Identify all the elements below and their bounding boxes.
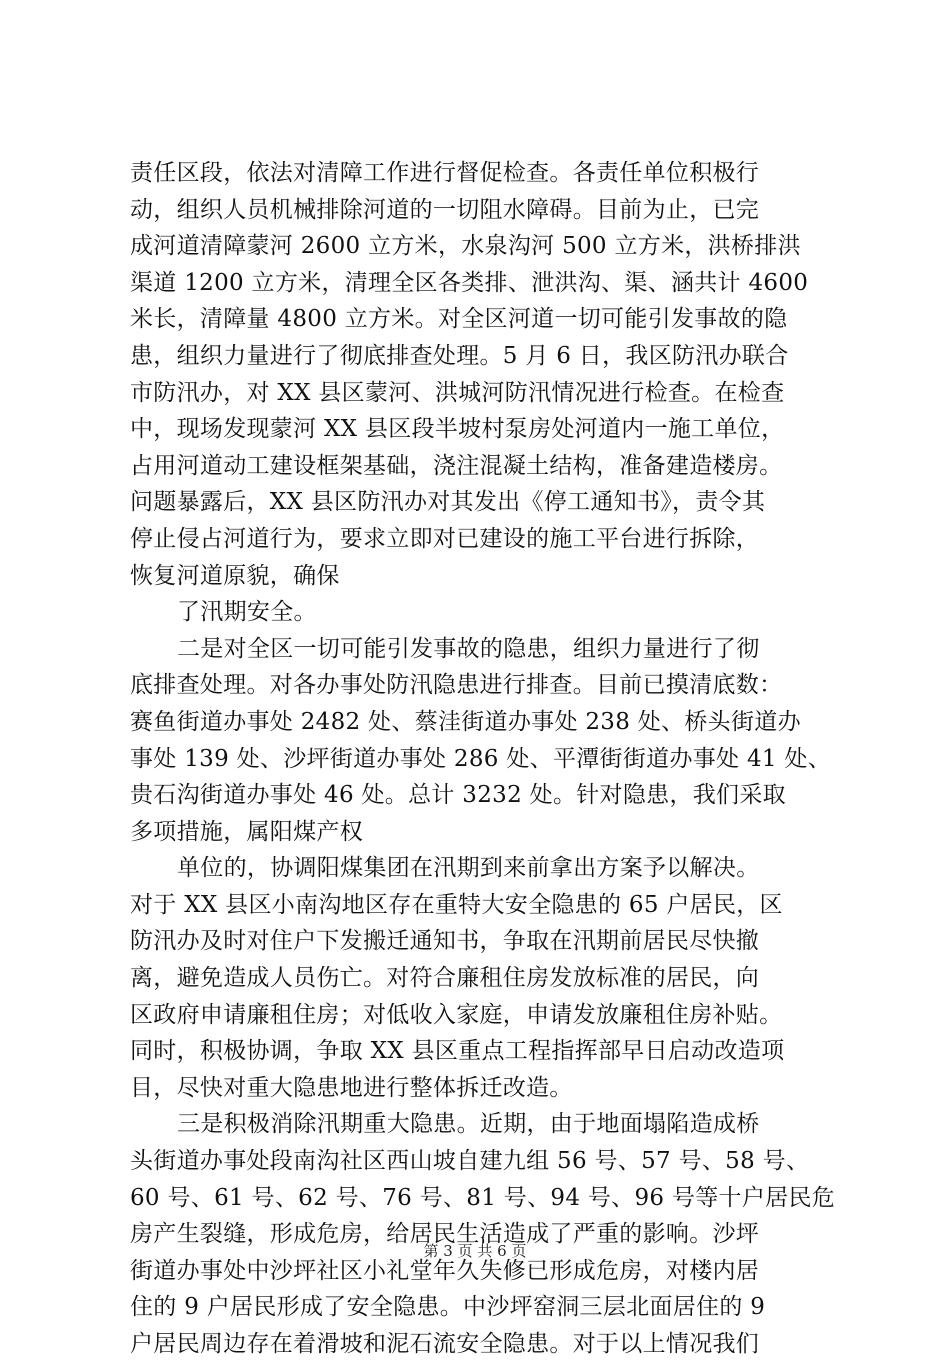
- text-line: 头街道办事处段南沟社区西山坡自建九组 56 号、57 号、58 号、: [130, 1148, 810, 1175]
- text-line: 米长，清障量 4800 立方米。对全区河道一切可能引发事故的隐: [130, 306, 788, 333]
- text-line: 患，组织力量进行了彻底排查处理。5 月 6 日，我区防汛办联合: [130, 342, 789, 369]
- text-line: 市防汛办，对 XX 县区蒙河、洪城河防汛情况进行检查。在检查: [130, 379, 785, 406]
- text-line: 贵石沟街道办事处 46 处。总计 3232 处。针对隐患，我们采取: [130, 782, 786, 809]
- text-line: 恢复河道原貌，确保: [130, 562, 340, 589]
- text-line: 责任区段，依法对清障工作进行督促检查。各责任单位积极行: [130, 160, 760, 186]
- text-line: 问题暴露后，XX 县区防汛办对其发出《停工通知书》，责令其: [130, 489, 766, 516]
- text-line: 多项措施，属阳煤产权: [130, 818, 363, 845]
- text-line: 同时，积极协调，争取 XX 县区重点工程指挥部早日启动改造项: [130, 1038, 785, 1065]
- text-line: 了汛期安全。: [177, 599, 317, 626]
- text-line: 住的 9 户居民形成了安全隐患。中沙坪窑洞三层北面居住的 9: [130, 1294, 766, 1321]
- paragraph-start: 二是对全区一切可能引发事故的隐患，组织力量进行了彻: [177, 635, 760, 662]
- text-line: 占用河道动工建设框架基础，浇注混凝土结构，准备建造楼房。: [130, 452, 783, 479]
- page-number-footer: 第 3 页 共 6 页: [423, 1242, 527, 1260]
- text-line: 离，避免造成人员伤亡。对符合廉租住房发放标准的居民，向: [130, 965, 760, 992]
- text-line: 赛鱼街道办事处 2482 处、蔡洼街道办事处 238 处、桥头街道办: [130, 708, 801, 735]
- text-line: 防汛办及时对住户下发搬迁通知书，争取在汛期前居民尽快撤: [130, 928, 760, 955]
- text-line: 目，尽快对重大隐患地进行整体拆迁改造。: [130, 1074, 573, 1101]
- text-line: 动，组织人员机械排除河道的一切阻水障碍。目前为止，已完: [130, 196, 760, 223]
- body-text: [130, 155, 842, 1363]
- text-line: 街道办事处中沙坪社区小礼堂年久失修已形成危房，对楼内居: [130, 1257, 760, 1284]
- text-line: 房产生裂缝，形成危房，给居民生活造成了严重的影响。沙坪: [130, 1221, 760, 1248]
- text-line: 成河道清障蒙河 2600 立方米，水泉沟河 500 立方米，洪桥排洪: [130, 233, 801, 260]
- paragraph-start: 三是积极消除汛期重大隐患。近期，由于地面塌陷造成桥: [177, 1111, 760, 1138]
- text-line: 60 号、61 号、62 号、76 号、81 号、94 号、96 号等十户居民危: [130, 1184, 836, 1211]
- text-line: 区政府申请廉租住房；对低收入家庭，申请发放廉租住房补贴。: [130, 1001, 783, 1028]
- text-line: 底排查处理。对各办事处防汛隐患进行排查。目前已摸清底数：: [130, 672, 783, 699]
- paragraph-start: 单位的，协调阳煤集团在汛期到来前拿出方案予以解决。: [177, 855, 760, 882]
- text-line: 渠道 1200 立方米，清理全区各类排、泄洪沟、渠、涵共计 4600: [130, 269, 809, 296]
- text-line: 停止侵占河道行为，要求立即对已建设的施工平台进行拆除，: [130, 525, 760, 552]
- text-line: 对于 XX 县区小南沟地区存在重特大安全隐患的 65 户居民，区: [130, 891, 783, 918]
- text-line: 中，现场发现蒙河 XX 县区段半坡村泵房处河道内一施工单位，: [130, 416, 785, 443]
- text-line: 事处 139 处、沙坪街道办事处 286 处、平潭街街道办事处 41 处、: [130, 745, 832, 772]
- text-line: 户居民周边存在着滑坡和泥石流安全隐患。对于以上情况我们: [130, 1331, 760, 1357]
